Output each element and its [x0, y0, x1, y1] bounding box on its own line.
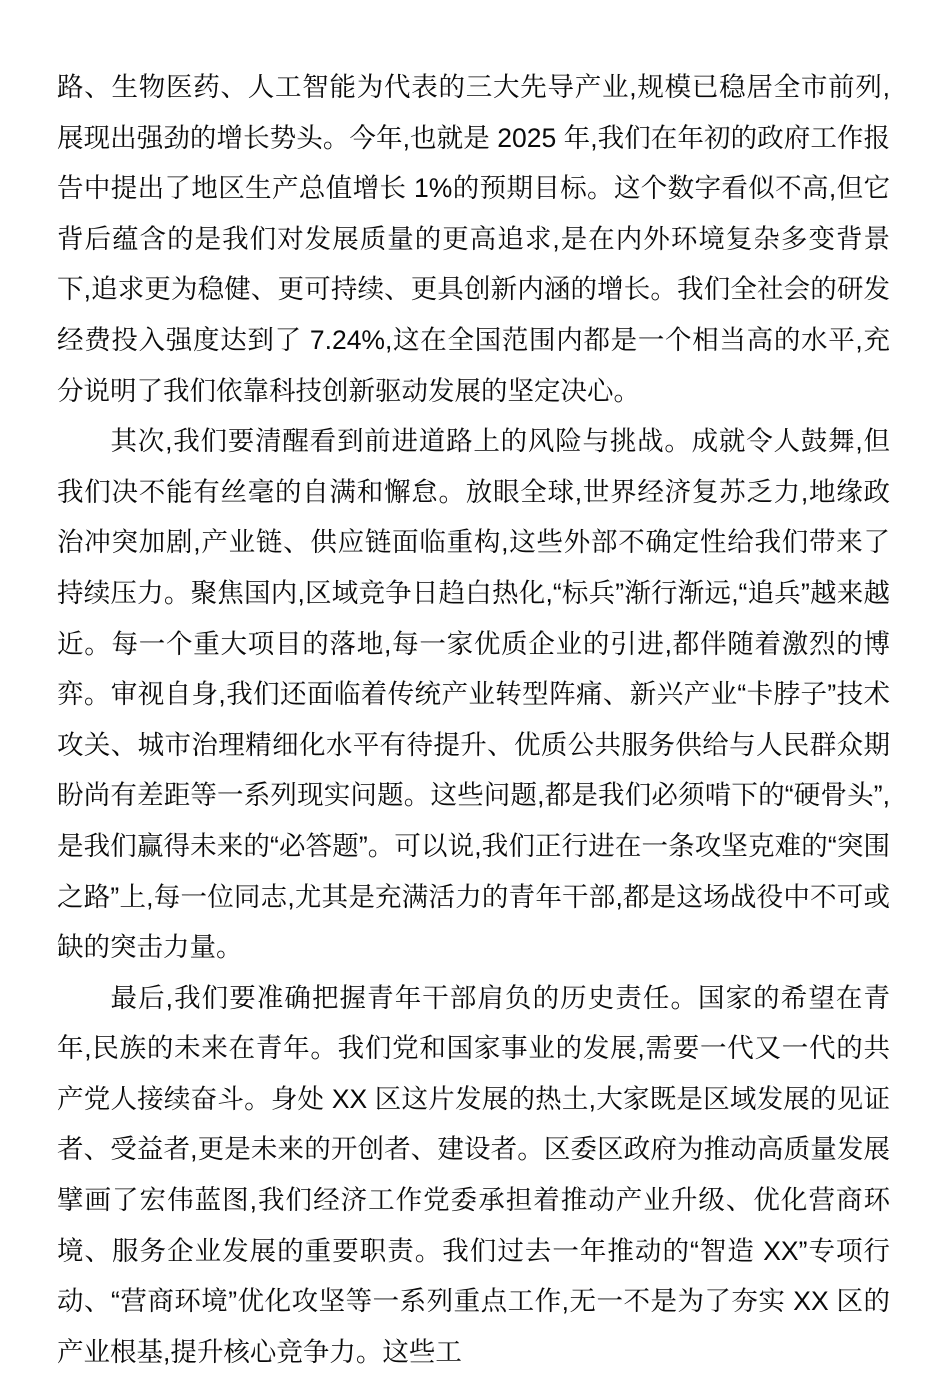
paragraph-second: 其次,我们要清醒看到前进道路上的风险与挑战。成就令人鼓舞,但我们决不能有丝毫的自满和懈怠。放眼全球,世界经济复苏乏力,地缘政治冲突加剧,产业链、供应链面临重构,这些外部不确定性给我们带来了持续压力。聚焦国内,区域竞争日趋白热化,“标兵”渐行渐远,“追兵”越来越近。每一个重大项目的落地,每一家优质企业的引进,都伴随着激烈的博弈。审视自身,我们还面临着传统产业转型阵痛、新兴产业“卡脖子”技术攻关、城市治理精细化水平有待提升、优质公共服务供给与人民群众期盼尚有差距等一系列现实问题。这些问题,都是我们必须啃下的“硬骨头”,是我们赢得未来的“必答题”。可以说,我们正行进在一条攻坚克难的“突围之路”上,每一位同志,尤其是充满活力的青年干部,都是这场战役中不可或缺的突击力量。 — [57, 426, 890, 963]
paragraph-third: 最后,我们要准确把握青年干部肩负的历史责任。国家的希望在青年,民族的未来在青年。我们党和国家事业的发展,需要一代又一代的共产党人接续奋斗。身处 XX 区这片发展的热土,大家既是区域发展的见证者、受益者,更是未来的开创者、建设者。区委区政府为推动高质量发展擘画了宏伟蓝图,我们经济工作党委承担着推动产业升级、优化营商环境、服务企业发展的重要职责。我们过去一年推动的“智造 XX”专项行动、“营商环境”优化攻坚等一系列重点工作,无一不是为了夯实 XX 区的产业根基,提升核心竞争力。这些工 — [57, 982, 890, 1367]
page-text-body — [57, 62, 890, 1377]
paragraph-continued: 路、生物医药、人工智能为代表的三大先导产业,规模已稳居全市前列,展现出强劲的增长势头。今年,也就是 2025 年,我们在年初的政府工作报告中提出了地区生产总值增长 1%的预期目标。这个数字看似不高,但它背后蕴含的是我们对发展质量的更高追求,是在内外环境复杂多变背景下,追求更为稳健、更可持续、更具创新内涵的增长。我们全社会的研发经费投入强度达到了 7.24%,这在全国范围内都是一个相当高的水平,充分说明了我们依靠科技创新驱动发展的坚定决心。 — [57, 72, 890, 406]
